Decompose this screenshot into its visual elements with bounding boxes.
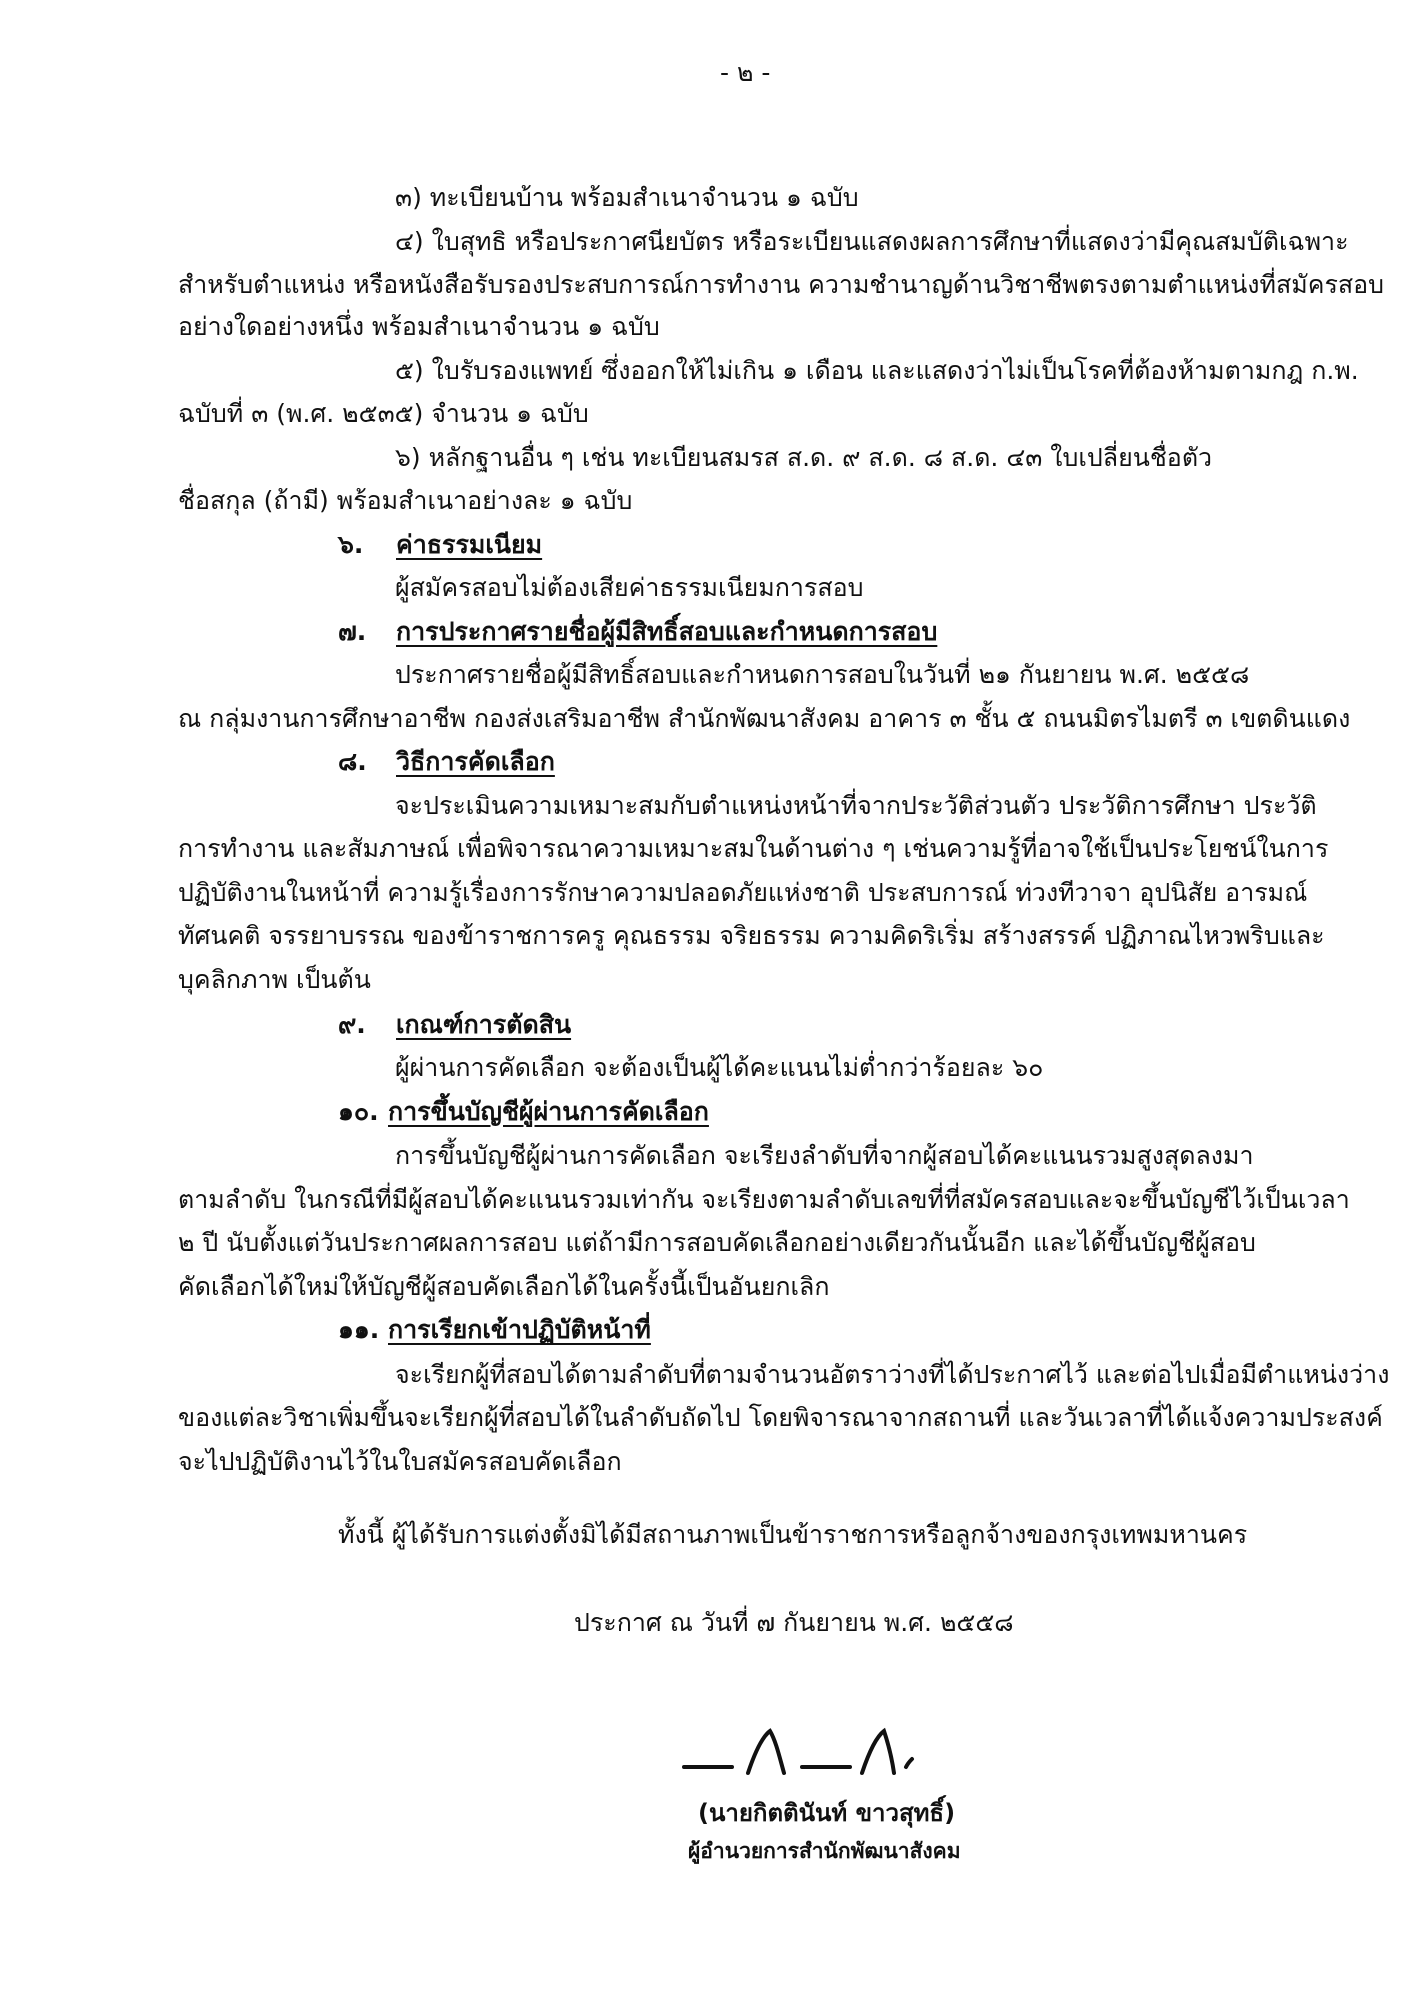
document-item-4-cont: สำหรับตำแหน่ง หรือหนังสือรับรองประสบการณ์การทำงาน ความชำนาญด้านวิชาชีพตรงตามตำแหน่งที่สมัครสอบ: [178, 270, 1385, 299]
section-title: การประกาศรายชื่อผู้มีสิทธิ์สอบและกำหนดการสอบ: [396, 617, 938, 646]
section-title: ค่าธรรมเนียม: [396, 530, 543, 559]
section-8-text: การทำงาน และสัมภาษณ์ เพื่อพิจารณาความเหมาะสมในด้านต่าง ๆ เช่นความรู้ที่อาจใช้เป็นประโยชน์ในการ: [178, 834, 1329, 863]
section-11-text: จะไปปฏิบัติงานไว้ในใบสมัครสอบคัดเลือก: [178, 1447, 622, 1476]
document-item-6-cont: ชื่อสกุล (ถ้ามี) พร้อมสำเนาอย่างละ ๑ ฉบับ: [178, 486, 633, 515]
section-11-text: ของแต่ละวิชาเพิ่มขึ้นจะเรียกผู้ที่สอบได้ในลำดับถัดไป โดยพิจารณาจากสถานที่ และวันเวลาที่ได้แจ้งความประสงค์: [178, 1403, 1383, 1432]
signature-mark: [680, 1715, 980, 1795]
section-9-text: ผู้ผ่านการคัดเลือก จะต้องเป็นผู้ได้คะแนนไม่ต่ำกว่าร้อยละ ๖๐: [395, 1053, 1044, 1082]
document-item-4-cont: อย่างใดอย่างหนึ่ง พร้อมสำเนาจำนวน ๑ ฉบับ: [178, 312, 660, 341]
signatory-position: ผู้อำนวยการสำนักพัฒนาสังคม: [688, 1839, 961, 1863]
announce-date: ประกาศ ณ วันที่ ๗ กันยายน พ.ศ. ๒๕๕๘: [574, 1608, 1014, 1637]
section-10-text: คัดเลือกได้ใหม่ให้บัญชีผู้สอบคัดเลือกได้ในครั้งนี้เป็นอันยกเลิก: [178, 1272, 830, 1301]
section-10-text: ตามลำดับ ในกรณีที่มีผู้สอบได้คะแนนรวมเท่ากัน จะเรียงตามลำดับเลขที่ที่สมัครสอบและจะขึ้นบัญชีไว้เป็นเวลา: [178, 1185, 1350, 1214]
section-8-text: จะประเมินความเหมาะสมกับตำแหน่งหน้าที่จากประวัติส่วนตัว ประวัติการศึกษา ประวัติ: [395, 791, 1317, 820]
document-item-5-cont: ฉบับที่ ๓ (พ.ศ. ๒๕๓๕) จำนวน ๑ ฉบับ: [178, 399, 589, 428]
section-6-text: ผู้สมัครสอบไม่ต้องเสียค่าธรรมเนียมการสอบ: [395, 573, 864, 602]
section-title: การเรียกเข้าปฏิบัติหน้าที่: [388, 1315, 651, 1344]
section-number: ๖.: [338, 530, 364, 559]
section-7-text: ประกาศรายชื่อผู้มีสิทธิ์สอบและกำหนดการสอบในวันที่ ๒๑ กันยายน พ.ศ. ๒๕๕๘: [395, 660, 1250, 689]
section-7-heading: [338, 615, 937, 649]
section-title: เกณฑ์การตัดสิน: [396, 1010, 572, 1039]
section-9-heading: [338, 1008, 571, 1042]
section-8-heading: [338, 745, 555, 779]
section-8-text: ทัศนคติ จรรยาบรรณ ของข้าราชการครู คุณธรรม จริยธรรม ความคิดริเริ่ม สร้างสรรค์ ปฏิภาณไหวพริบและ: [178, 921, 1325, 950]
section-number: ๘.: [338, 747, 367, 776]
signatory-name: (นายกิตตินันท์ ขาวสุทธิ์): [698, 1799, 956, 1827]
section-number: ๑๐.: [338, 1097, 379, 1126]
document-item-3: ๓) ทะเบียนบ้าน พร้อมสำเนาจำนวน ๑ ฉบับ: [395, 183, 859, 212]
section-title: วิธีการคัดเลือก: [396, 747, 555, 776]
section-8-text: ปฏิบัติงานในหน้าที่ ความรู้เรื่องการรักษาความปลอดภัยแห่งชาติ ประสบการณ์ ท่วงทีวาจา อุปนิสัย อารมณ์: [178, 878, 1308, 907]
section-11-text: จะเรียกผู้ที่สอบได้ตามลำดับที่ตามจำนวนอัตราว่างที่ได้ประกาศไว้ และต่อไปเมื่อมีตำแหน่งว่าง: [395, 1360, 1390, 1389]
section-7-text: ณ กลุ่มงานการศึกษาอาชีพ กองส่งเสริมอาชีพ สำนักพัฒนาสังคม อาคาร ๓ ชั้น ๕ ถนนมิตรไมตรี ๓ เขตดินแดง: [178, 704, 1351, 733]
section-number: ๙.: [338, 1010, 366, 1039]
section-10-heading: [338, 1095, 709, 1129]
section-10-text: ๒ ปี นับตั้งแต่วันประกาศผลการสอบ แต่ถ้ามีการสอบคัดเลือกอย่างเดียวกันนั้นอีก และได้ขึ้นบัญชีผู้สอบ: [178, 1228, 1256, 1257]
document-item-4: ๔) ใบสุทธิ หรือประกาศนียบัตร หรือระเบียนแสดงผลการศึกษาที่แสดงว่ามีคุณสมบัติเฉพาะ: [395, 227, 1349, 256]
closing-statement: ทั้งนี้ ผู้ได้รับการแต่งตั้งมิได้มีสถานภาพเป็นข้าราชการหรือลูกจ้างของกรุงเทพมหานคร: [338, 1520, 1248, 1549]
section-number: ๑๑.: [338, 1315, 380, 1344]
section-title: การขึ้นบัญชีผู้ผ่านการคัดเลือก: [388, 1097, 709, 1126]
page-number: - ๒ -: [720, 58, 771, 87]
section-6-heading: [338, 528, 542, 562]
document-item-5: ๕) ใบรับรองแพทย์ ซึ่งออกให้ไม่เกิน ๑ เดือน และแสดงว่าไม่เป็นโรคที่ต้องห้ามตามกฎ ก.พ.: [395, 356, 1359, 385]
section-8-text: บุคลิกภาพ เป็นต้น: [178, 965, 371, 994]
section-11-heading: [338, 1313, 651, 1347]
section-number: ๗.: [338, 617, 367, 646]
document-item-6: ๖) หลักฐานอื่น ๆ เช่น ทะเบียนสมรส ส.ด. ๙ ส.ด. ๘ ส.ด. ๔๓ ใบเปลี่ยนชื่อตัว: [395, 443, 1213, 472]
section-10-text: การขึ้นบัญชีผู้ผ่านการคัดเลือก จะเรียงลำดับที่จากผู้สอบได้คะแนนรวมสูงสุดลงมา: [395, 1141, 1254, 1170]
